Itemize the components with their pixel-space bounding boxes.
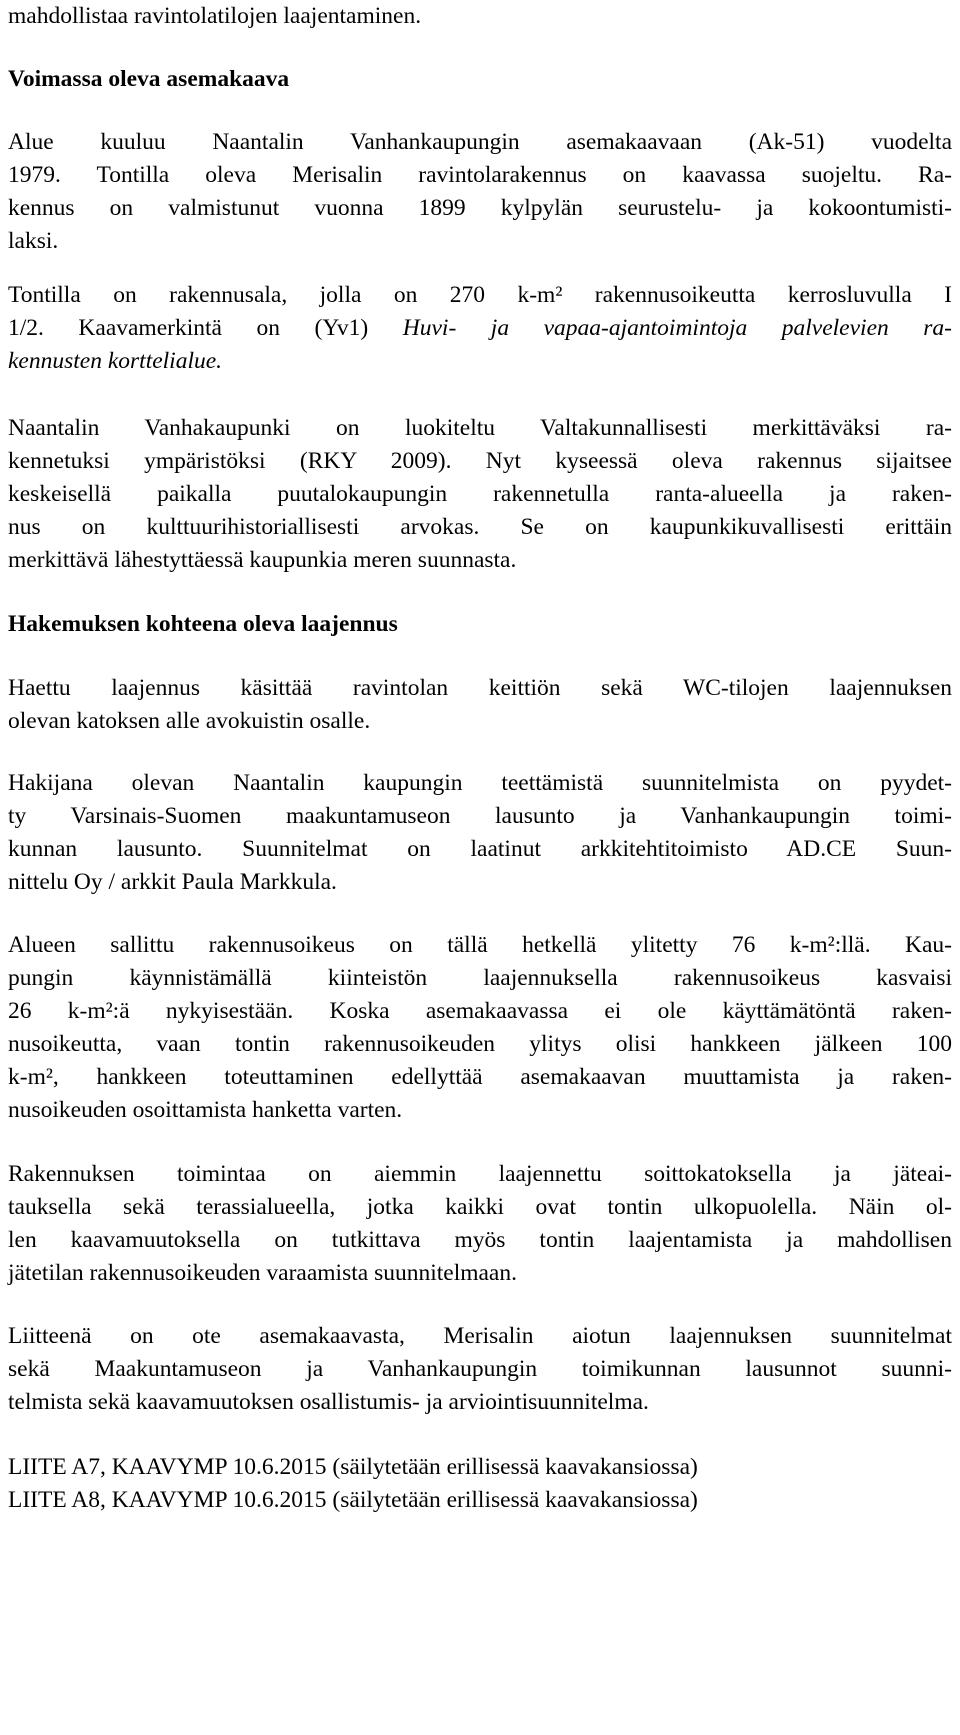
text-line [8,1158,952,1191]
text-span: nusoikeuden osoittamista hanketta varten. [8,1097,403,1123]
text-line [8,192,952,225]
text-line [8,800,952,833]
text-span: pungin käynnistämällä kiinteistön laajennuksella rakennusoikeus kasvaisi [8,965,952,991]
text-span: Rakennuksen toimintaa on aiemmin laajennettu soittokatoksella ja jäteai- [8,1161,952,1187]
text-line [8,1320,952,1353]
text-span: 26 k-m²:ä nykyisestään. Koska asemakaavassa ei ole käyttämätöntä raken- [8,998,952,1024]
text-line [8,962,952,995]
text-span: Liitteenä on ote asemakaavasta, Merisalin aiotun laajennuksen suunnitelmat [8,1323,952,1349]
text-span: Hakijana olevan Naantalin kaupungin teettämistä suunnitelmista on pyydet- [8,770,952,796]
text-span: 1/2. Kaavamerkintä on (Yv1) [8,315,403,341]
text-span: k-m², hankkeen toteuttaminen edellyttää asemakaavan muuttamista ja raken- [8,1064,952,1090]
text-line [8,0,421,33]
text-line [8,1386,649,1419]
text-span: keskeisellä paikalla puutalokaupungin rakennetulla ranta-alueella ja raken- [8,481,952,507]
text-span: 1979. Tontilla oleva Merisalin ravintolarakennus on kaavassa suojeltu. Ra- [8,162,952,188]
text-line [8,312,952,345]
text-span: laksi. [8,228,59,254]
text-line [8,159,952,192]
text-span: Naantalin Vanhakaupunki on luokiteltu Valtakunnallisesti merkittäväksi ra- [8,415,952,441]
text-line [8,544,516,577]
text-span: olevan katoksen alle avokuistin osalle. [8,708,371,734]
text-span: Tontilla on rakennusala, jolla on 270 k-m² rakennusoikeutta kerrosluvulla I [8,282,952,308]
text-span: mahdollistaa ravintolatilojen laajentaminen. [8,3,422,29]
text-span: Alueen sallittu rakennusoikeus on tällä hetkellä ylitetty 76 k-m²:llä. Kau- [8,932,952,958]
text-line [8,412,952,445]
text-span: jätetilan rakennusoikeuden varaamista suunnitelmaan. [8,1260,517,1286]
text-line [8,478,952,511]
text-line [8,1257,517,1290]
text-line [8,672,952,705]
text-line [8,279,952,312]
text-span: nittelu Oy / arkkit Paula Markkula. [8,869,337,895]
text-span: LIITE A7, KAAVYMP 10.6.2015 (säilytetään erillisessä kaavakansiossa) [8,1454,698,1480]
section-heading: Voimassa oleva asemakaava [8,66,290,92]
text-line [8,225,58,258]
text-line [8,929,952,962]
text-span: kennetuksi ympäristöksi (RKY 2009). Nyt kyseessä oleva rakennus sijaitsee [8,448,952,474]
text-line [8,1451,698,1484]
text-span: ty Varsinais-Suomen maakuntamuseon lausunto ja Vanhankaupungin toimi- [8,803,952,829]
italic-text-span: Huvi- ja vapaa-ajantoimintoja palvelevien ra- [402,315,952,341]
text-span: kunnan lausunto. Suunnitelmat on laatinut arkkitehtitoimisto AD.CE Suun- [8,836,952,862]
text-line [8,1061,952,1094]
text-span: nus on kulttuurihistoriallisesti arvokas. Se on kaupunkikuvallisesti erittäin [8,514,952,540]
text-span: len kaavamuutoksella on tutkittava myös tontin laajentamista ja mahdollisen [8,1227,952,1253]
text-span: LIITE A8, KAAVYMP 10.6.2015 (säilytetään erillisessä kaavakansiossa) [8,1487,698,1513]
section-heading: Hakemuksen kohteena oleva laajennus [8,611,398,637]
text-line [8,767,952,800]
text-line [8,126,952,159]
text-span: sekä Maakuntamuseon ja Vanhankaupungin toimikunnan lausunnot suunni- [8,1356,952,1382]
text-line [8,1028,952,1061]
text-line [8,1224,952,1257]
text-line [8,705,370,738]
text-line [8,445,952,478]
text-line [8,1484,698,1517]
text-span: kennus on valmistunut vuonna 1899 kylpylän seurustelu- ja kokoontumisti- [8,195,952,221]
text-span: nusoikeutta, vaan tontin rakennusoikeuden ylitys olisi hankkeen jälkeen 100 [8,1031,952,1057]
text-span: tauksella sekä terassialueella, jotka kaikki ovat tontin ulkopuolella. Näin ol- [8,1194,952,1220]
text-line [8,511,952,544]
text-span: telmista sekä kaavamuutoksen osallistumis- ja arviointisuunnitelma. [8,1389,649,1415]
text-line [8,833,952,866]
text-line [8,995,952,1028]
text-line [8,345,222,378]
text-line [8,1353,952,1386]
italic-text-span: kennusten korttelialue. [8,348,223,374]
text-line [8,866,337,899]
text-span: Haettu laajennus käsittää ravintolan keittiön sekä WC-tilojen laajennuksen [8,675,952,701]
text-span: merkittävä lähestyttäessä kaupunkia meren suunnasta. [8,547,517,573]
text-line [8,1191,952,1224]
text-span: Alue kuuluu Naantalin Vanhankaupungin asemakaavaan (Ak-51) vuodelta [8,129,952,155]
text-line [8,1094,402,1127]
